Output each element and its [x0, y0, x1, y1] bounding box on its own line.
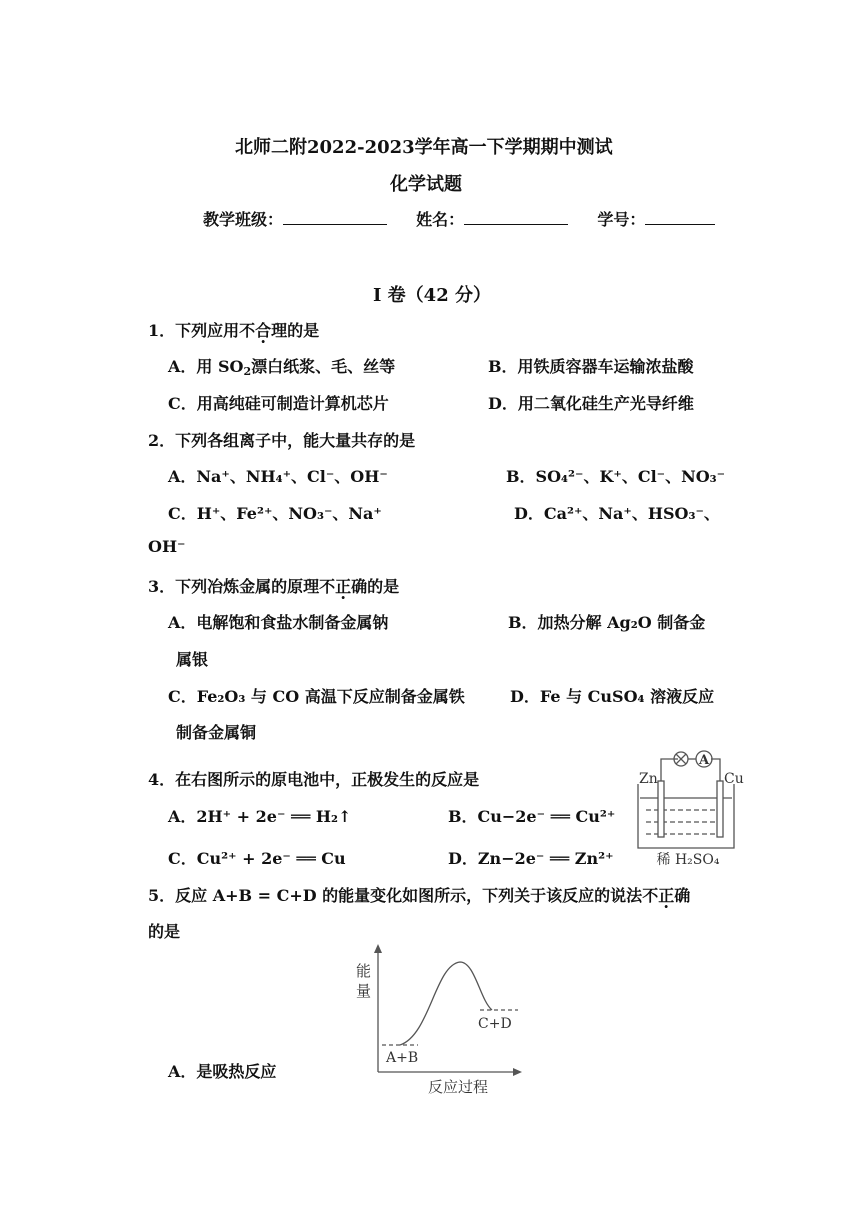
id-label: 学号：	[597, 210, 646, 229]
q5-stem-text: 5．反应 A+B = C+D 的能量变化如图所示，下列关于该反应的说法	[148, 886, 643, 905]
q1-a-post: 漂白纸浆、毛、丝等	[251, 357, 396, 376]
student-info-row	[203, 207, 715, 230]
solution-label: 稀 H₂SO₄	[656, 852, 720, 868]
q1-option-c: C．用高纯硅可制造计算机芯片	[168, 394, 389, 413]
q4-option-b: B．Cu−2e⁻ ══ Cu²⁺	[448, 807, 616, 826]
class-field[interactable]	[283, 210, 387, 225]
q3-stem-text: 3．下列冶炼金属的原理	[148, 577, 320, 596]
q2-option-d: D．Ca²⁺、Na⁺、HSO₃⁻、	[514, 504, 720, 523]
q3-emphasis-text: 不正确	[319, 577, 368, 596]
energy-diagram-figure	[340, 940, 540, 1100]
q3-option-a: A．电解饱和食盐水制备金属钠	[168, 613, 389, 632]
q1-stem	[148, 318, 319, 341]
q4-option-a: A．2H⁺ + 2e⁻ ══ H₂↑	[168, 807, 352, 826]
section-heading: I 卷（42 分）	[373, 285, 492, 306]
energy-curve	[400, 962, 492, 1045]
q3-option-c: C．Fe₂O₃ 与 CO 高温下反应制备金属铁	[168, 687, 465, 706]
y-label-2: 量	[356, 982, 372, 1000]
cu-electrode	[717, 781, 723, 837]
products-label: C+D	[478, 1016, 512, 1032]
q2-option-c: C．H⁺、Fe²⁺、NO₃⁻、Na⁺	[168, 504, 382, 523]
ammeter-label: A	[698, 753, 710, 768]
q2-option-d-cont: OH⁻	[148, 537, 186, 556]
q5-stem	[148, 883, 690, 906]
class-label: 教学班级：	[203, 210, 284, 229]
zn-label: Zn	[639, 771, 658, 787]
q1-option-b: B．用铁质容器车运输浓盐酸	[488, 357, 694, 376]
q3-option-b: B．加热分解 Ag₂O 制备金	[508, 613, 706, 632]
wire-right	[711, 759, 720, 781]
q3-stem	[148, 574, 399, 597]
q1-emphasis	[239, 321, 287, 340]
q3-option-d: D．Fe 与 CuSO₄ 溶液反应	[510, 687, 715, 706]
q4-option-c: C．Cu²⁺ + 2e⁻ ══ Cu	[168, 849, 346, 868]
exam-title: 北师二附2022-2023学年高一下学期期中测试	[235, 137, 613, 158]
q5-emphasis-text: 不正确	[642, 886, 691, 905]
q1-emphasis-text: 不合理	[239, 321, 288, 340]
reactants-label: A+B	[386, 1050, 419, 1066]
q2-option-b: B．SO₄²⁻、K⁺、Cl⁻、NO₃⁻	[506, 467, 726, 486]
q1-stem-end: 的是	[287, 321, 320, 340]
q3-stem-end: 的是	[367, 577, 400, 596]
q3-option-b-cont: 属银	[176, 650, 209, 669]
energy-axis-arrow	[374, 944, 382, 953]
name-label: 姓名：	[416, 210, 465, 229]
y-label-1: 能	[356, 962, 372, 980]
q3-emphasis	[319, 577, 367, 596]
q4-stem: 4．在右图所示的原电池中，正极发生的反应是	[148, 770, 480, 789]
name-field[interactable]	[464, 210, 568, 225]
q5-emphasis	[642, 886, 690, 905]
q5-option-a: A．是吸热反应	[168, 1062, 277, 1081]
cu-label: Cu	[724, 771, 744, 787]
exam-subtitle: 化学试题	[390, 174, 462, 195]
q5-stem-cont: 的是	[148, 922, 181, 941]
q1-option-a	[168, 354, 395, 378]
x-label: 反应过程	[428, 1078, 489, 1096]
q1-option-d: D．用二氧化硅生产光导纤维	[488, 394, 694, 413]
zn-electrode	[658, 781, 664, 837]
id-field[interactable]	[645, 210, 715, 225]
q2-option-a: A．Na⁺、NH₄⁺、Cl⁻、OH⁻	[168, 467, 388, 486]
q1-a-pre: A．用 SO	[168, 357, 244, 376]
q2-stem: 2．下列各组离子中，能大量共存的是	[148, 431, 416, 450]
q1-stem-text: 1．下列应用	[148, 321, 240, 340]
q1-a-sub: 2	[243, 365, 252, 378]
progress-axis-arrow	[513, 1068, 522, 1076]
q4-option-d: D．Zn−2e⁻ ══ Zn²⁺	[448, 849, 614, 868]
galvanic-cell-figure	[630, 740, 750, 870]
q3-option-d-cont: 制备金属铜	[176, 723, 257, 742]
